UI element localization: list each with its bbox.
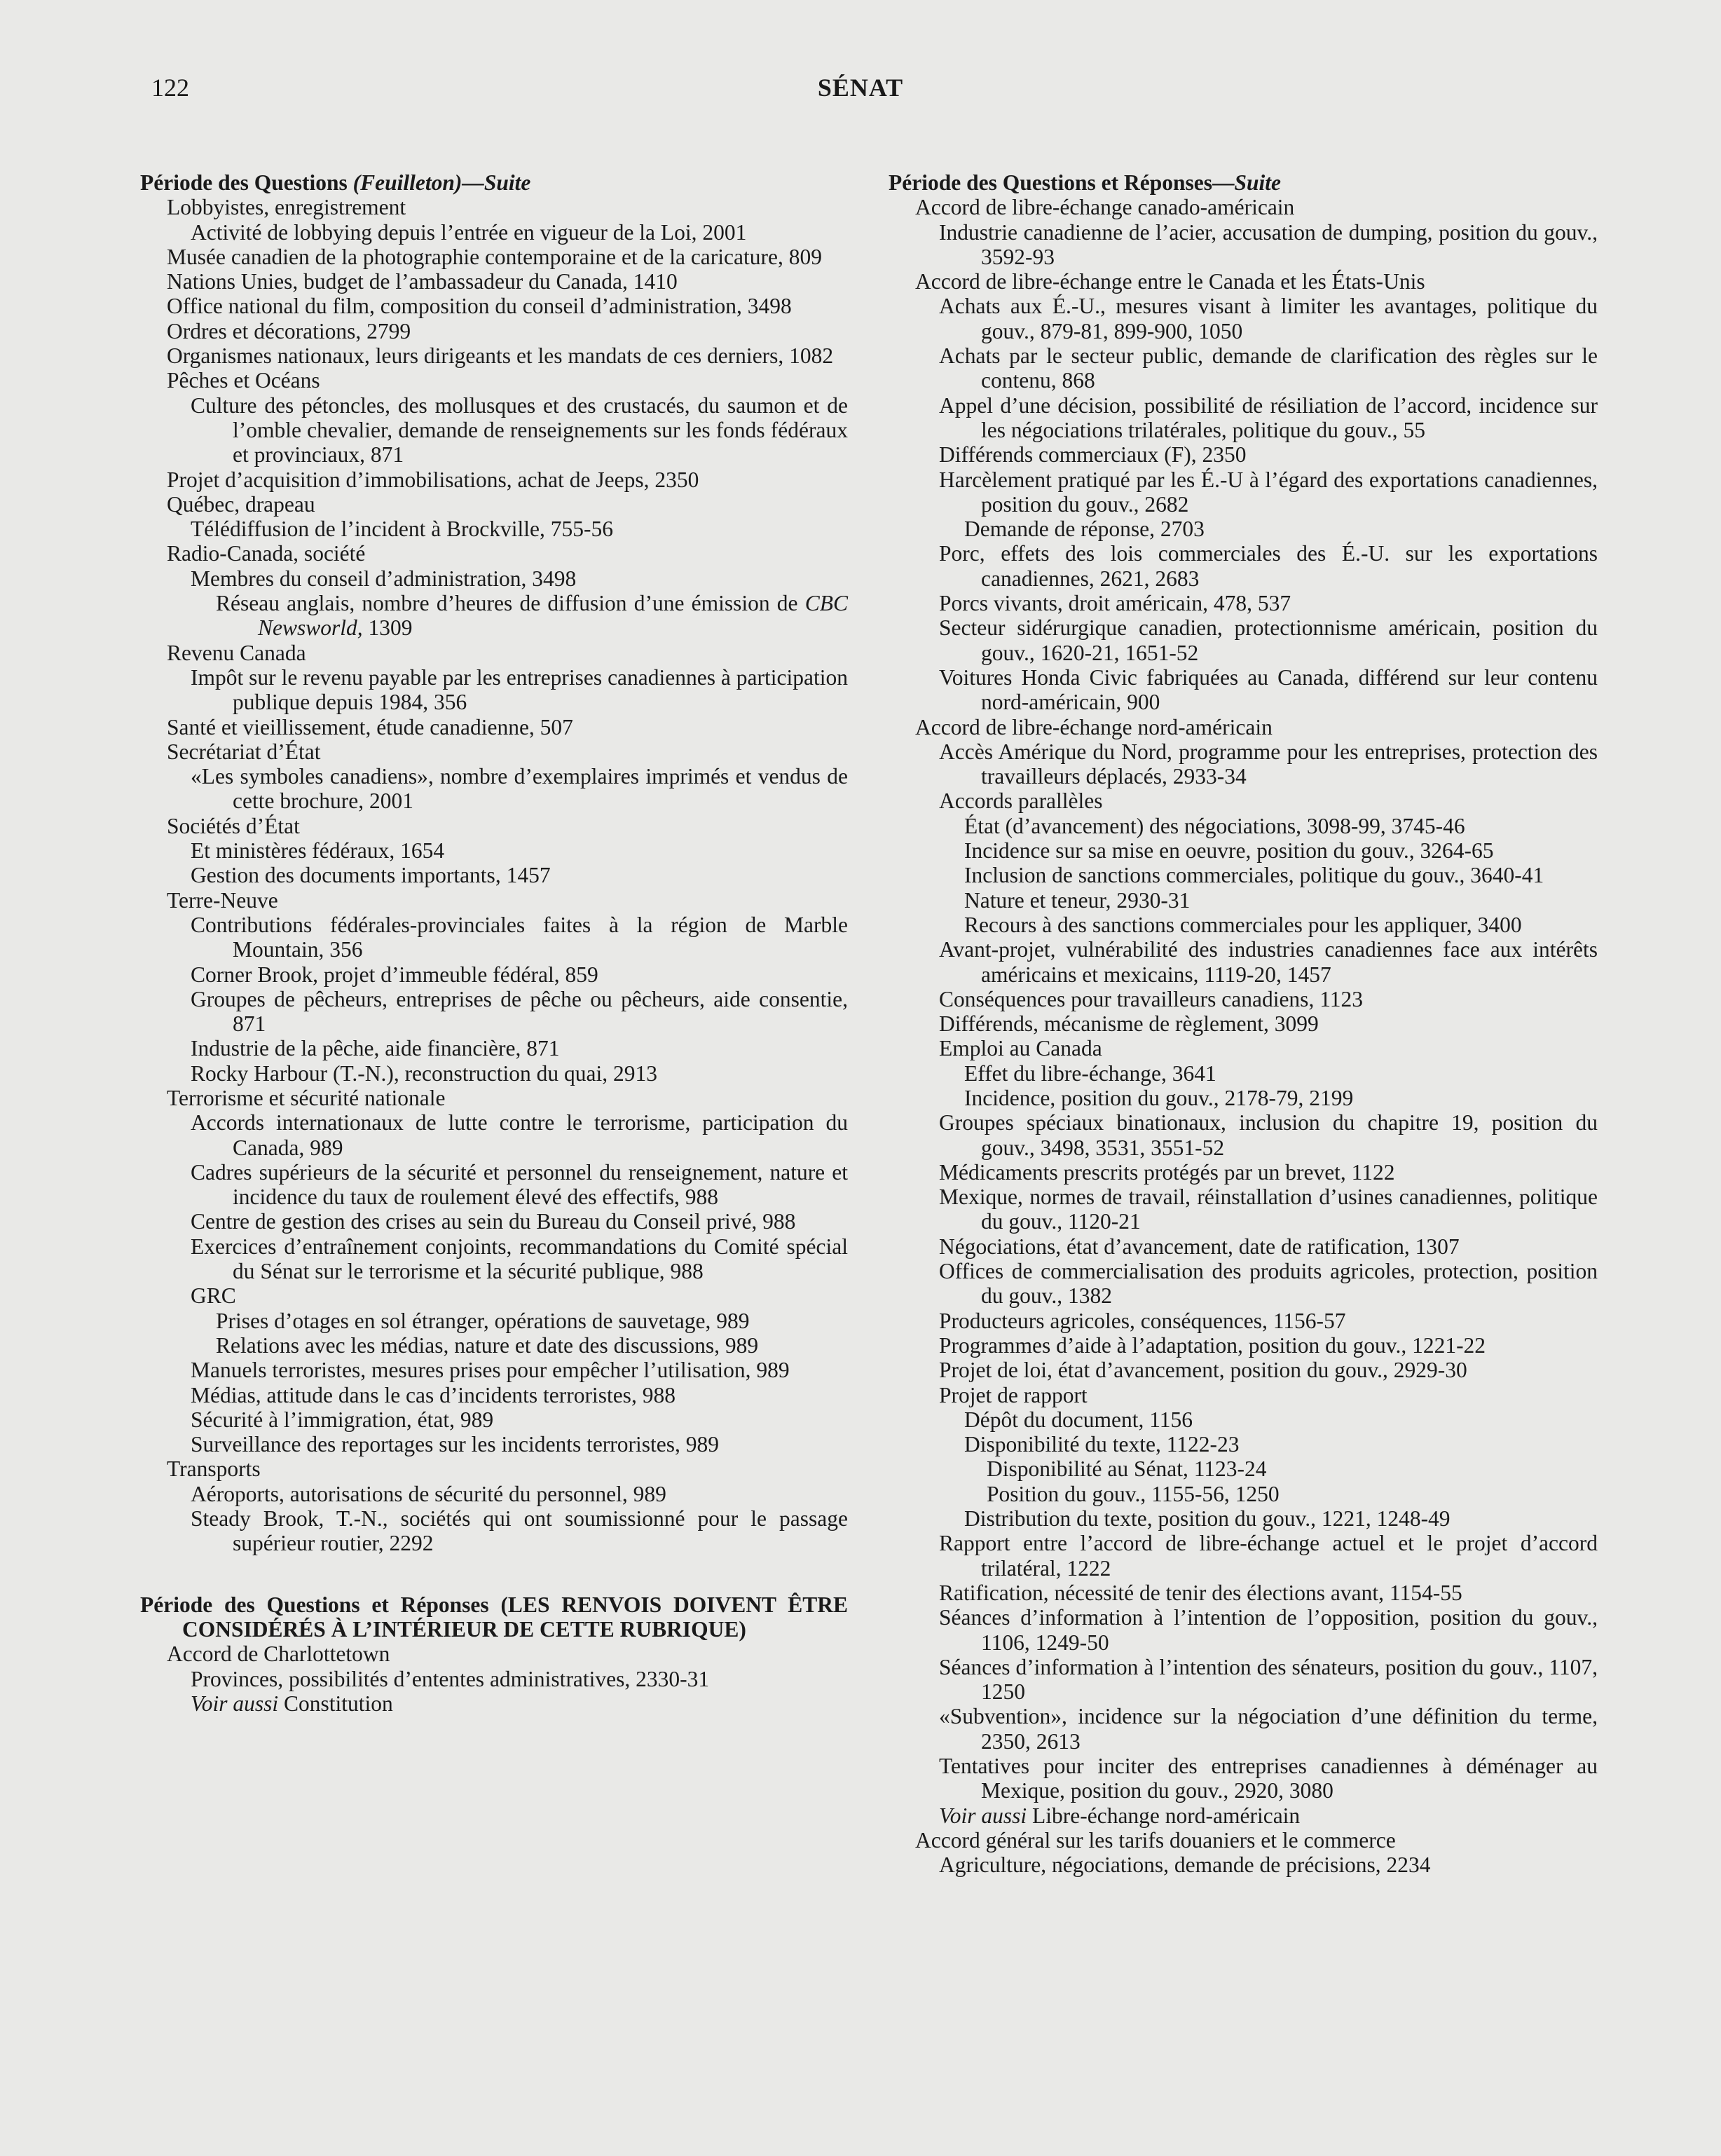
index-entry: [140, 764, 848, 814]
index-entry: [140, 1432, 848, 1456]
entry-italic: Voir aussi: [191, 1691, 279, 1716]
index-entry: [140, 1061, 848, 1086]
entry-text: Disponibilité au Sénat, 1123-24: [987, 1456, 1267, 1482]
index-entry: [140, 1667, 848, 1691]
entry-text: Programmes d’aide à l’adaptation, position du gouv., 1221-22: [939, 1332, 1486, 1358]
index-entry: [140, 715, 848, 739]
entry-text: Pêches et Océans: [167, 368, 320, 393]
index-entry: [889, 1086, 1598, 1110]
entry-text: Disponibilité du texte, 1122-23: [964, 1432, 1240, 1457]
page-number: 122: [151, 74, 189, 102]
index-entry: [140, 294, 848, 318]
index-entry: [889, 789, 1598, 813]
index-entry: [889, 517, 1598, 541]
index-entry: [140, 319, 848, 343]
index-entry: [889, 1531, 1598, 1581]
entry-text: Achats par le secteur public, demande de clarification des règles sur le contenu, 868: [939, 343, 1598, 393]
entry-text: Offices de commercialisation des produits agricoles, protection, position du gouv., 1382: [939, 1259, 1598, 1309]
entry-text: Période des Questions et Réponses—: [889, 170, 1235, 195]
entry-text: Exercices d’entraînement conjoints, recommandations du Comité spécial du Sénat sur le terrorisme et la sécurité publique, 988: [191, 1234, 848, 1284]
index-entry: [140, 1482, 848, 1506]
entry-text: Médicaments prescrits protégés par un brevet, 1122: [939, 1159, 1395, 1185]
index-entry: [889, 1704, 1598, 1754]
entry-text-after: Constitution: [278, 1691, 393, 1716]
index-entry: [889, 195, 1598, 219]
entry-text: GRC: [191, 1283, 236, 1309]
entry-text: Négociations, état d’avancement, date de ratification, 1307: [939, 1234, 1460, 1259]
index-entry: [889, 1482, 1598, 1506]
entry-text: Radio-Canada, société: [167, 541, 366, 566]
entry-text: Office national du film, composition du conseil d’administration, 3498: [167, 294, 792, 319]
index-entry: [889, 1828, 1598, 1853]
entry-text: Emploi au Canada: [939, 1036, 1102, 1061]
entry-text: Réseau anglais, nombre d’heures de diffusion d’une émission de: [216, 591, 805, 616]
index-entry: [889, 541, 1598, 591]
index-entry: [889, 1407, 1598, 1432]
entry-text: Manuels terroristes, mesures prises pour empêcher l’utilisation, 989: [191, 1358, 790, 1383]
index-entry: [140, 1234, 848, 1284]
entry-text: Période des Questions: [140, 170, 353, 195]
index-entry: [889, 888, 1598, 913]
index-entry: [889, 269, 1598, 294]
index-entry: [140, 245, 848, 269]
entry-text: Surveillance des reportages sur les incidents terroristes, 989: [191, 1432, 720, 1457]
entry-text: Impôt sur le revenu payable par les entreprises canadiennes à participation publique depuis 1984, 356: [191, 664, 848, 715]
entry-text: Médias, attitude dans le cas d’incidents terroristes, 988: [191, 1382, 676, 1407]
index-entry: [889, 442, 1598, 467]
entry-text: Terre-Neuve: [167, 887, 278, 913]
entry-text: Projet de rapport: [939, 1382, 1088, 1407]
index-entry: [140, 1358, 848, 1382]
index-entry: [889, 913, 1598, 937]
entry-text: Lobbyistes, enregistrement: [167, 195, 406, 220]
entry-text: Voitures Honda Civic fabriquées au Canada, différend sur leur contenu nord-américain, 900: [939, 664, 1598, 715]
index-entry: [140, 1691, 848, 1716]
index-entry: [889, 1160, 1598, 1185]
entry-text: Rocky Harbour (T.-N.), reconstruction du quai, 2913: [191, 1060, 657, 1086]
entry-text: Dépôt du document, 1156: [964, 1407, 1193, 1432]
entry-text: Incidence sur sa mise en oeuvre, position du gouv., 3264-65: [964, 838, 1494, 864]
entry-text: Accord de libre-échange canado-américain: [915, 195, 1295, 220]
index-entry: [889, 591, 1598, 615]
entry-italic: Voir aussi: [939, 1803, 1027, 1828]
index-entry: [140, 1383, 848, 1407]
index-entry: [889, 739, 1598, 789]
index-entry: [889, 1754, 1598, 1803]
index-entry: [889, 615, 1598, 665]
entry-text: Effet du libre-échange, 3641: [964, 1060, 1216, 1086]
entry-text: Sociétés d’État: [167, 813, 300, 838]
index-entry: [140, 913, 848, 962]
entry-text: Accord général sur les tarifs douaniers et le commerce: [915, 1827, 1396, 1853]
entry-text: Accès Amérique du Nord, programme pour les entreprises, protection des travailleurs déplacés, 2933-34: [939, 739, 1598, 789]
index-entry: [140, 1036, 848, 1060]
entry-text: Appel d’une décision, possibilité de résiliation de l’accord, incidence sur les négociations trilatérales, politique du gouv., 55: [939, 393, 1598, 442]
index-heading: [140, 170, 848, 195]
index-entry: [140, 517, 848, 541]
index-entry: [889, 1432, 1598, 1456]
entry-text: Séances d’information à l’intention de l’opposition, position du gouv., 1106, 1249-50: [939, 1605, 1598, 1655]
index-entry: [140, 492, 848, 517]
index-entry: [889, 863, 1598, 887]
index-entry: [140, 838, 848, 863]
entry-text: Différends, mécanisme de règlement, 3099: [939, 1011, 1319, 1037]
entry-text: Membres du conseil d’administration, 3498: [191, 566, 577, 591]
index-entry: [889, 715, 1598, 739]
index-entry: [889, 1853, 1598, 1877]
entry-text: Tentatives pour inciter des entreprises canadiennes à déménager au Mexique, position du gouv., 2920, 3080: [939, 1754, 1598, 1803]
index-entry: [889, 220, 1598, 270]
entry-text: Demande de réponse, 2703: [964, 517, 1205, 542]
entry-text: Accord de libre-échange entre le Canada et les États-Unis: [915, 269, 1425, 294]
entry-text: Et ministères fédéraux, 1654: [191, 838, 445, 864]
index-entry: [889, 1383, 1598, 1407]
entry-text: Position du gouv., 1155-56, 1250: [987, 1481, 1280, 1506]
index-entry: [889, 987, 1598, 1011]
entry-text: Rapport entre l’accord de libre-échange actuel et le projet d’accord trilatéral, 1222: [939, 1531, 1598, 1581]
entry-text: Télédiffusion de l’incident à Brockville, 755-56: [191, 517, 614, 542]
entry-text: Accords parallèles: [939, 789, 1103, 814]
index-entry: [140, 566, 848, 591]
index-entry: [889, 1655, 1598, 1705]
entry-text: Relations avec les médias, nature et date des discussions, 989: [216, 1332, 759, 1358]
index-entry: [140, 1309, 848, 1333]
entry-text: Transports: [167, 1456, 261, 1482]
index-entry: [140, 368, 848, 393]
entry-text: Organismes nationaux, leurs dirigeants et les mandats de ces derniers, 1082: [167, 343, 834, 369]
index-entry: [889, 1506, 1598, 1531]
index-entry: [889, 838, 1598, 863]
entry-text: Mexique, normes de travail, réinstallation d’usines canadiennes, politique du gouv., 1120-21: [939, 1185, 1598, 1234]
entry-text: Conséquences pour travailleurs canadiens, 1123: [939, 986, 1364, 1011]
entry-text: Distribution du texte, position du gouv., 1221, 1248-49: [964, 1506, 1451, 1531]
index-entry: [889, 1803, 1598, 1828]
entry-text: Projet d’acquisition d’immobilisations, achat de Jeeps, 2350: [167, 467, 699, 492]
index-entry: [889, 1456, 1598, 1481]
index-entry: [140, 1086, 848, 1110]
index-entry: [140, 863, 848, 887]
index-entry: [140, 195, 848, 219]
entry-text: Corner Brook, projet d’immeuble fédéral, 859: [191, 962, 598, 987]
entry-text: Industrie canadienne de l’acier, accusation de dumping, position du gouv., 3592-93: [939, 219, 1598, 269]
entry-text: Aéroports, autorisations de sécurité du personnel, 989: [191, 1481, 666, 1506]
entry-text: Agriculture, négociations, demande de précisions, 2234: [939, 1853, 1431, 1878]
entry-text: Séances d’information à l’intention des sénateurs, position du gouv., 1107, 1250: [939, 1654, 1598, 1705]
index-entry: [140, 1506, 848, 1556]
index-entry: [140, 220, 848, 245]
entry-italic: Suite: [1234, 170, 1282, 195]
entry-text: Nature et teneur, 2930-31: [964, 887, 1191, 913]
section-gap: [140, 1556, 848, 1592]
index-entry: [140, 1407, 848, 1432]
entry-text: Recours à des sanctions commerciales pour les appliquer, 3400: [964, 912, 1522, 937]
index-entry: [889, 1234, 1598, 1259]
index-entry: [889, 1061, 1598, 1086]
entry-text: Producteurs agricoles, conséquences, 1156-57: [939, 1308, 1346, 1333]
index-entry: [140, 1110, 848, 1160]
entry-text: Achats aux É.-U., mesures visant à limiter les avantages, politique du gouv., 879-81, 899-900, 1050: [939, 294, 1598, 343]
index-entry: [140, 468, 848, 492]
index-entry: [140, 541, 848, 566]
index-entry: [140, 962, 848, 987]
index-heading: [140, 1592, 848, 1642]
index-entry: [889, 1036, 1598, 1060]
entry-text: Industrie de la pêche, aide financière, 871: [191, 1036, 560, 1061]
index-entry: [889, 1358, 1598, 1382]
entry-text: Accord de Charlottetown: [167, 1642, 390, 1667]
index-entry: [140, 1333, 848, 1358]
index-entry: [889, 1333, 1598, 1358]
entry-text: Groupes spéciaux binationaux, inclusion du chapitre 19, position du gouv., 3498, 3531, 3551-52: [939, 1110, 1598, 1160]
index-entry: [889, 1110, 1598, 1160]
index-entry: [889, 393, 1598, 443]
index-entry: [889, 343, 1598, 393]
index-heading: [889, 170, 1598, 195]
index-entry: [140, 1642, 848, 1666]
entry-text: Projet de loi, état d’avancement, position du gouv., 2929-30: [939, 1358, 1467, 1383]
entry-text: Activité de lobbying depuis l’entrée en vigueur de la Loi, 2001: [191, 219, 747, 245]
index-entry: [889, 1259, 1598, 1309]
entry-text: Groupes de pêcheurs, entreprises de pêche ou pêcheurs, aide consentie, 871: [191, 986, 848, 1037]
entry-text: Porc, effets des lois commerciales des É.-U. sur les exportations canadiennes, 2621, 2683: [939, 541, 1598, 591]
running-title: SÉNAT: [817, 74, 904, 102]
entry-text: «Subvention», incidence sur la négociation d’une définition du terme, 2350, 2613: [939, 1704, 1598, 1754]
entry-text-after: 1309: [362, 615, 413, 641]
index-entry: [140, 888, 848, 913]
index-entry: [140, 665, 848, 715]
index-entry: [889, 814, 1598, 838]
index-entry: [140, 269, 848, 294]
index-entry: [889, 1185, 1598, 1234]
index-entry: [140, 641, 848, 665]
entry-text: Santé et vieillissement, étude canadienne, 507: [167, 714, 573, 739]
entry-text: Secteur sidérurgique canadien, protectionnisme américain, position du gouv., 1620-21, 1651-52: [939, 615, 1598, 665]
entry-text: Ratification, nécessité de tenir des élections avant, 1154-55: [939, 1580, 1462, 1605]
index-entry: [140, 739, 848, 764]
entry-text: Steady Brook, T.-N., sociétés qui ont soumissionné pour le passage supérieur routier, 2292: [191, 1506, 848, 1556]
entry-text: «Les symboles canadiens», nombre d’exemplaires imprimés et vendus de cette brochure, 2001: [191, 764, 848, 814]
page-header: [0, 73, 1721, 109]
entry-text: Accords internationaux de lutte contre le terrorisme, participation du Canada, 989: [191, 1110, 848, 1160]
entry-text: Porcs vivants, droit américain, 478, 537: [939, 591, 1291, 616]
entry-text: Inclusion de sanctions commerciales, politique du gouv., 3640-41: [964, 863, 1544, 888]
index-entry: [889, 937, 1598, 987]
index-entry: [140, 1160, 848, 1210]
entry-text: Secrétariat d’État: [167, 739, 321, 764]
entry-text-after: Libre-échange nord-américain: [1027, 1803, 1301, 1828]
entry-text: État (d’avancement) des négociations, 3098-99, 3745-46: [964, 813, 1465, 838]
index-column-right: [889, 170, 1598, 1877]
index-entry: [140, 814, 848, 838]
entry-text: Prises d’otages en sol étranger, opérations de sauvetage, 989: [216, 1308, 750, 1333]
entry-text: Sécurité à l’immigration, état, 989: [191, 1407, 494, 1432]
entry-text: Cadres supérieurs de la sécurité et personnel du renseignement, nature et incidence du taux de roulement élevé des effectifs, 988: [191, 1159, 848, 1210]
index-entry: [889, 1011, 1598, 1036]
entry-text: Harcèlement pratiqué par les É.-U à l’égard des exportations canadiennes, position du gouv., 2682: [939, 467, 1598, 517]
entry-text: Provinces, possibilités d’ententes administratives, 2330-31: [191, 1666, 710, 1691]
entry-text: Gestion des documents importants, 1457: [191, 863, 551, 888]
entry-text: Avant-projet, vulnérabilité des industries canadiennes face aux intérêts américains et mexicains, 1119-20, 1457: [939, 937, 1598, 987]
index-entry: [140, 987, 848, 1037]
index-entry: [889, 1581, 1598, 1605]
entry-text: Différends commerciaux (F), 2350: [939, 442, 1247, 468]
index-entry: [140, 393, 848, 468]
index-entry: [889, 294, 1598, 343]
entry-text: Musée canadien de la photographie contemporaine et de la caricature, 809: [167, 244, 822, 269]
entry-text: Terrorisme et sécurité nationale: [167, 1085, 446, 1110]
entry-text: Ordres et décorations, 2799: [167, 318, 411, 343]
entry-italic: CBC Newsworld,: [258, 591, 848, 641]
index-entry: [889, 1605, 1598, 1655]
index-entry: [140, 1283, 848, 1308]
index-entry: [140, 343, 848, 368]
entry-text: Québec, drapeau: [167, 491, 315, 517]
entry-text: Incidence, position du gouv., 2178-79, 2199: [964, 1085, 1354, 1110]
index-column-left: [140, 170, 848, 1716]
entry-text: Culture des pétoncles, des mollusques et des crustacés, du saumon et de l’omble chevalier, demande de renseignements sur les fonds fédéraux et provinciaux, 871: [191, 393, 848, 468]
entry-text: Revenu Canada: [167, 640, 306, 665]
entry-text: Période des Questions et Réponses (LES RENVOIS DOIVENT ÊTRE CONSIDÉRÉS À L’INTÉRIEUR DE CETTE RUBRIQUE): [140, 1592, 848, 1642]
entry-text: Centre de gestion des crises au sein du Bureau du Conseil privé, 988: [191, 1209, 796, 1234]
index-entry: [889, 468, 1598, 517]
entry-text: Accord de libre-échange nord-américain: [915, 714, 1273, 739]
index-entry: [140, 1209, 848, 1234]
entry-italic: (Feuilleton)—Suite: [352, 170, 531, 195]
index-entry: [889, 665, 1598, 715]
index-entry: [140, 591, 848, 641]
index-entry: [889, 1309, 1598, 1333]
entry-text: Nations Unies, budget de l’ambassadeur du Canada, 1410: [167, 269, 678, 294]
entry-text: Contributions fédérales-provinciales faites à la région de Marble Mountain, 356: [191, 912, 848, 962]
index-entry: [140, 1456, 848, 1481]
